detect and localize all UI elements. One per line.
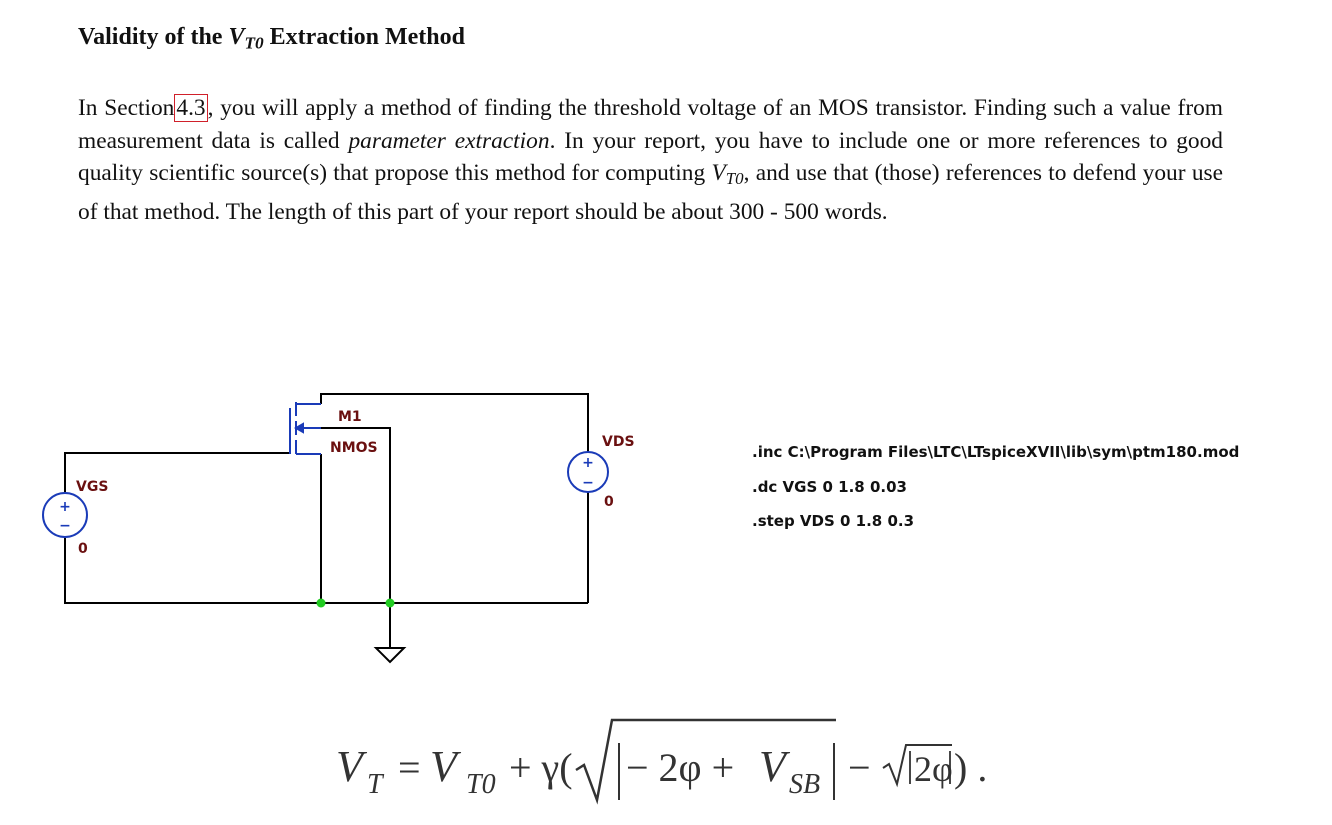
section-reference-link[interactable]: 4.3 (176, 95, 206, 121)
ground-symbol (376, 648, 404, 662)
paragraph-part2: , you will apply a method of finding the threshold voltage of an MOS transistor. Finding such a value from measurement data is called (78, 95, 1224, 154)
vds-minus: − (582, 475, 594, 491)
formula-radicand2: 2φ (914, 749, 953, 789)
vgs-minus: − (59, 518, 71, 534)
junction-dot-left (317, 599, 326, 608)
formula-minus: − (848, 745, 871, 790)
heading-symbol-main: V (228, 24, 245, 50)
vgs-label: VGS (76, 479, 109, 495)
transistor-name-label: M1 (338, 409, 362, 425)
formula-close: ) . (954, 745, 988, 790)
spice-directives (752, 443, 1239, 547)
vds-label: VDS (602, 434, 635, 450)
vds-source (568, 452, 608, 492)
paragraph-part4: , and use that (those) references to defend your use of that method. The length of this part of your report should be about 300 - 500 words. (78, 160, 1223, 225)
formula-v3: V (759, 742, 786, 791)
heading-prefix: Validity of the (78, 24, 229, 50)
body-paragraph (78, 92, 1223, 229)
formula-t0: T0 (466, 769, 496, 800)
paragraph-emphasis: parameter extraction (348, 127, 550, 154)
heading-symbol-sub: T0 (244, 33, 264, 53)
vgs-source (43, 493, 87, 537)
paragraph-symbol (711, 160, 744, 189)
formula-plus-gamma: + γ( (509, 745, 573, 790)
vgs-node-label: 0 (78, 541, 88, 557)
spice-directive-dc: .dc VGS 0 1.8 0.03 (752, 477, 907, 496)
formula-sb: SB (789, 769, 821, 800)
transistor-model-label: NMOS (330, 440, 378, 456)
wire-vgs-bottom (65, 538, 588, 603)
paragraph-symbol-main: V (711, 160, 726, 187)
junction-dot-right (386, 599, 395, 608)
formula-t1: T (367, 769, 383, 800)
formula-equals: = (398, 745, 421, 790)
spice-directive-step: .step VDS 0 1.8 0.3 (752, 512, 915, 530)
paragraph-part3: . In your report, you have to include one or more references to good quality scientific source(s) that propose this method for computing (78, 127, 1224, 187)
vds-plus: + (582, 455, 594, 471)
wires (65, 394, 588, 648)
paragraph-symbol-sub: T0 (725, 169, 744, 189)
heading-suffix: Extraction Method (263, 24, 465, 50)
vds-node-label: 0 (604, 494, 614, 510)
nmos-transistor-symbol (290, 402, 321, 454)
formula-v1: V (336, 742, 363, 791)
paragraph-part1: In Section (78, 95, 175, 121)
circuit-schematic (0, 380, 700, 680)
formula-radicand1: − 2φ + (626, 745, 735, 790)
formula-v2: V (430, 742, 457, 791)
vgs-plus: + (59, 499, 71, 515)
section-heading (78, 24, 465, 53)
spice-directive-include: .inc C:\Program Files\LTC\LTspiceXVII\lib\sym\ptm180.mod (752, 443, 1240, 461)
heading-symbol (228, 24, 264, 53)
threshold-voltage-formula (330, 705, 1050, 815)
